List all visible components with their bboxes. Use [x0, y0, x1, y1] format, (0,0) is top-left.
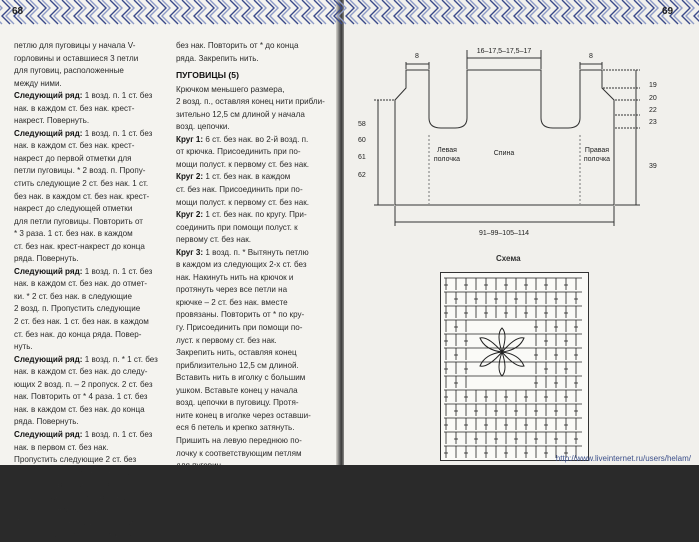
left-page — [0, 0, 338, 540]
col2-round-line: еся 6 петель и крепко затянуть. — [176, 423, 295, 433]
col1-row-line: накрест. Повернуть. — [14, 116, 90, 126]
col1-row-label: Следующий ряд: — [14, 354, 83, 364]
col1-row-line: петли пуговицы. * 2 возд. п. Пропу- — [14, 166, 146, 176]
col2-round-label: Круг 3: — [176, 247, 204, 257]
col1-row-line: следующие 3 ст. без нак. в каж- — [14, 492, 133, 502]
col2-top — [176, 40, 326, 65]
col2-round-line: Пришить на левую переднюю по- — [176, 435, 302, 445]
col2-round-label: Круг 2: — [176, 172, 204, 182]
watermark-url: http://www.liveinternet.ru/users/helam/ — [555, 454, 691, 463]
col1-row-label: Следующий ряд: — [14, 266, 83, 276]
col2-round-line: протянуть через все петли на — [176, 285, 288, 295]
col2-round-line: гу. Присоединить при помощи по- — [176, 323, 303, 333]
left-page-number: 68 — [12, 6, 24, 17]
col2-round-line: в каждом из следующих 2-х ст. без — [176, 260, 307, 270]
col2-round-line: Круг 3: 1 возд. п. * Вытянуть петлю — [176, 247, 309, 257]
col1-row-line: Следующий ряд: 1 возд. п. * 1 ст. без — [14, 354, 158, 364]
right-page — [344, 0, 699, 465]
dim-top-right: 8 — [589, 53, 593, 60]
col1-row-line: Пропустить следующие 2 ст. без — [14, 517, 137, 527]
col1-row-line: дом ст. без нак. 3 возд. п. — [14, 505, 109, 515]
col1-rows — [14, 90, 164, 542]
col1-row-line: нак. 1 ст. без нак. в следующем ст. — [14, 530, 144, 540]
right-header-pattern — [344, 0, 699, 26]
col2-round-line: Круг 2: 1 ст. без нак. в каждом — [176, 172, 291, 182]
dim-right-3: 23 — [649, 119, 657, 126]
col1-row-line: нак. Повторить от * 4 раза. 1 ст. без — [14, 392, 148, 402]
col2-round-line: Закрепить нить, оставляя конец — [176, 348, 297, 358]
dim-right-1: 20 — [649, 95, 657, 102]
label-left-front-2: полочка — [433, 156, 461, 163]
col1-row-label: Следующий ряд: — [14, 429, 83, 439]
col1-row-line: * 3 раза. 1 ст. без нак. в каждом — [14, 229, 133, 239]
col1-row-line: ряда. Повернуть. — [14, 254, 79, 264]
label-left-front-1: Левая — [437, 147, 457, 154]
col1-row-line: нак. в каждом ст. без нак. до отмет- — [14, 279, 148, 289]
col2-round-line: мощи полуст. к первому ст. без нак. — [176, 197, 310, 207]
right-page-number: 69 — [662, 6, 674, 17]
col2-round-line: крючке – 2 ст. без нак. вместе — [176, 297, 288, 307]
col1-intro-line: петлю для пуговицы у начала V- — [14, 41, 136, 50]
col1-row-line: ст. без нак. крест-накрест до конца — [14, 241, 145, 251]
col2-rounds — [176, 134, 326, 473]
col2-round-label: Круг 1: — [176, 134, 204, 144]
col2-intro-line: Крючком меньшего размера, — [176, 84, 285, 94]
dim-top-left: 8 — [415, 53, 419, 60]
dim-right-0: 19 — [649, 82, 657, 89]
col2-round-line: Вставить нить в иголку с большим — [176, 373, 306, 383]
col1-row-line: нак. в каждом ст. без нак. до следу- — [14, 367, 148, 377]
dim-left-2: 61 — [358, 154, 366, 161]
col2-round-line: мощи полуст. к первому ст. без нак. — [176, 159, 310, 169]
col1-row-label: Следующий ряд: — [14, 91, 83, 101]
col1-row-line: стить следующие 2 ст. без нак. 1 ст. — [14, 179, 149, 189]
col2-top-line: без нак. Повторить от * до конца — [176, 41, 299, 50]
col1-row-line: без нак. в каждом ст. без нак. крест- — [14, 191, 150, 201]
col2-round-line: приблизительно 12,5 см длиной. — [176, 360, 299, 370]
col1-intro-line: горловины и оставшиеся 3 петли — [14, 53, 139, 63]
col1-row-line: нуть. — [14, 342, 33, 352]
col2-round-line: лочку к соответствующим петлям — [176, 448, 302, 458]
dim-left-3: 62 — [358, 172, 366, 179]
col1-row-line: ст. без нак. вместе. Пучок в — [14, 480, 117, 490]
col2-round-line: ните конец в иголке через оставши- — [176, 410, 311, 420]
col1-row-line: нак. Вставить крючок в каждую — [14, 467, 132, 477]
garment-outline — [395, 70, 614, 205]
col1-row-line: ряда. Повернуть. — [14, 417, 79, 427]
col1-row-line: нак. в каждом ст. без нак. крест- — [14, 103, 135, 113]
col2-round-line: нак. Накинуть нить на крючок и — [176, 272, 294, 282]
col2-top-line: ряда. Закрепить нить. — [176, 53, 259, 63]
col2-round-line: Круг 2: 1 ст. без нак. по кругу. При- — [176, 210, 307, 220]
col1-row-line: нак. в первом ст. без нак. — [14, 442, 109, 452]
col1-row-line: Следующий ряд: 1 возд. п. 1 ст. без — [14, 429, 153, 439]
garment-schematic — [344, 40, 699, 240]
col2-round-line: от крючка. Присоединить при по- — [176, 147, 301, 157]
col1-row-line: 2 ст. без нак. 1 ст. без нак. в каждом — [14, 317, 149, 327]
dim-right-4: 39 — [649, 163, 657, 170]
buttons-section-title: ПУГОВИЦЫ (5) — [176, 70, 239, 81]
col1-row-line: для петли пуговицы. Повторить от — [14, 216, 143, 226]
col2-round-line: соединить при помощи полуст. к — [176, 222, 298, 232]
col2-round-line: для пуговиц. — [176, 461, 224, 471]
col1-row-line: нак. в каждом ст. без нак. до конца — [14, 404, 145, 414]
col2-round-line: провязаны. Повторить от * по кру- — [176, 310, 305, 320]
col1-row-line: нак. в каждом ст. без нак. крест- — [14, 141, 135, 151]
col2-intro-line: возд. цепочки. — [176, 122, 230, 132]
col1-row-line: накрест до первой отметки для — [14, 153, 132, 163]
col1-row-line: ст. без нак. до конца ряда. Повер- — [14, 329, 142, 339]
col2-round-label: Круг 2: — [176, 210, 204, 220]
col2-intro — [176, 84, 326, 134]
col2-round-line: ушком. Вставьте конец у начала — [176, 385, 298, 395]
col2-round-line: Круг 1: 6 ст. без нак. во 2-й возд. п. — [176, 134, 309, 144]
col2-round-line: ст. без нак. Присоединить при по- — [176, 185, 303, 195]
label-back: Спина — [493, 150, 515, 157]
left-column-1 — [14, 40, 164, 542]
col1-row-line: 2 возд. п. Пропустить следующие — [14, 304, 141, 314]
col1-row-label: Следующий ряд: — [14, 128, 83, 138]
col2-intro-line: зительно 12,5 см длиной у начала — [176, 109, 305, 119]
col2-round-line: первому ст. без нак. — [176, 235, 251, 245]
col2-round-line: луст. к первому ст. без нак. — [176, 335, 277, 345]
dim-bottom: 91–99–105–114 — [478, 230, 530, 237]
col1-row-line: Пропустить следующие 2 ст. без — [14, 455, 137, 465]
label-right-front-2: полочка — [583, 156, 611, 163]
dim-right-2: 22 — [649, 107, 657, 114]
col1-row-line: ющих 2 возд. п. – 2 пропуск. 2 ст. без — [14, 379, 153, 389]
left-header-pattern — [0, 0, 338, 26]
col1-row-line: Следующий ряд: 1 возд. п. 1 ст. без — [14, 91, 153, 101]
col2-round-line: возд. цепочки в пуговицу. Протя- — [176, 398, 299, 408]
left-column-2 — [176, 40, 326, 473]
col1-intro-line: между ними. — [14, 78, 62, 88]
col1-intro — [14, 40, 164, 90]
col1-row-line: ки. * 2 ст. без нак. в следующие — [14, 291, 133, 301]
col1-row-line: Следующий ряд: 1 возд. п. 1 ст. без — [14, 266, 153, 276]
dim-top-mid: 16–17,5–17,5–17 — [476, 48, 532, 55]
stitch-chart — [440, 272, 590, 462]
dim-left-1: 60 — [358, 137, 366, 144]
dim-left-0: 58 — [358, 121, 366, 128]
col1-row-line: Следующий ряд: 1 возд. п. 1 ст. без — [14, 128, 153, 138]
label-right-front-1: Правая — [584, 147, 610, 154]
col1-intro-line: для пуговиц, расположенные — [14, 66, 124, 76]
col2-intro-line: 2 возд. п., оставляя конец нити прибли- — [176, 97, 325, 107]
col1-row-line: накрест до следующей отметки — [14, 204, 133, 214]
scheme-title: Схема — [496, 254, 521, 263]
